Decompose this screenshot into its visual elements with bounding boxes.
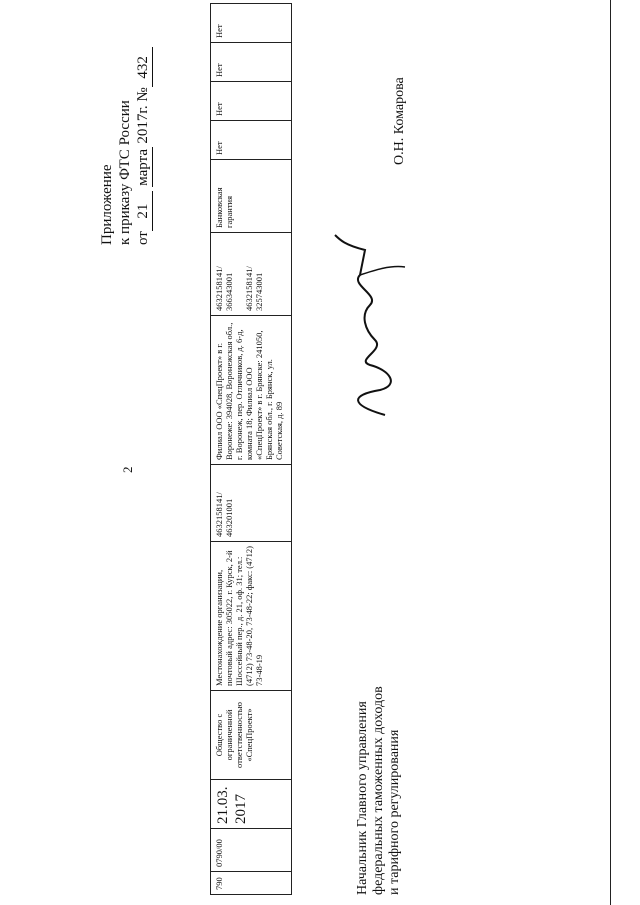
cell-inn-kpp: 4632158141/ 463201001	[211, 465, 292, 542]
signer-name: О.Н. Комарова	[392, 77, 407, 165]
signer-title: Начальник Главного управления федеральных таможенных доходов и тарифного регулирования	[355, 686, 402, 895]
cell-index: 790	[211, 872, 292, 895]
page-edge-line	[610, 0, 611, 905]
order-day: 21	[134, 191, 153, 231]
cell-guarantee: Банковская гарантия	[211, 160, 292, 233]
cell-flag-2: Нет	[211, 82, 292, 121]
handwritten-signature	[330, 225, 410, 425]
cell-org-name: Общество с ограниченной ответственностью «СпецПроект»	[211, 691, 292, 780]
appendix-title: Приложение	[99, 164, 115, 245]
appendix-date-line: от21 марта 2017г. №432	[134, 25, 153, 245]
cell-flag-3: Нет	[211, 43, 292, 82]
appendix-header	[98, 25, 153, 245]
order-number: 432	[134, 47, 153, 87]
order-month: марта	[135, 149, 151, 186]
cell-code: 0790/00	[211, 829, 292, 872]
cell-flag-4: Нет	[211, 4, 292, 43]
cell-flag-1: Нет	[211, 121, 292, 160]
cell-date: 21.03. 2017	[211, 780, 292, 829]
table-row	[211, 4, 292, 895]
cell-branches: Филиал ООО «СпецПроект» в г. Воронеже: 394028, Воронежская обл., г. Воронеж, пер. Отличников, д. 6-д, комната 18; Филиал ООО «СпецПроект» в г. Брянске: 241050, Брянская обл., г. Брянск, ул. Советская, д. 89	[211, 316, 292, 465]
appendix-order-ref: к приказу ФТС России	[117, 100, 133, 245]
page-number: 2	[120, 466, 135, 473]
registry-table	[210, 3, 292, 895]
order-year: 2017г.	[135, 105, 151, 144]
cell-branch-ids: 4632158141/ 366343001 4632158141/ 325743001	[211, 233, 292, 316]
cell-location: Местонахождение организации, почтовый адрес: 305022, г. Курск, 2-й Шоссейный пер., д. 21, оф. 31; тел.: (4712) 73-48-20, 73-48-22; факс: (4712) 73-48-19	[211, 542, 292, 691]
